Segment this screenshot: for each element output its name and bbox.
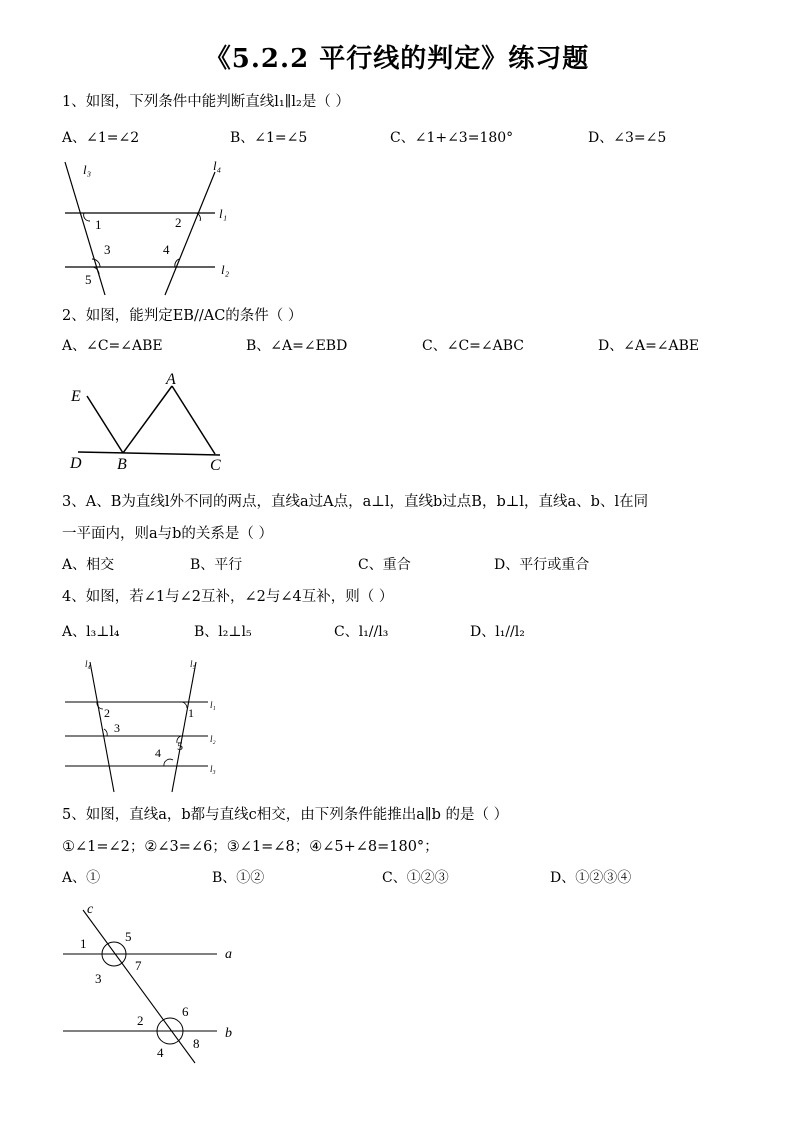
q2-option-a: A、∠C=∠ABE [62, 338, 163, 354]
label-c: c [87, 902, 94, 917]
segment-ba [123, 386, 172, 453]
label-a: a [225, 947, 232, 962]
q1-option-d: D、∠3=∠5 [588, 130, 667, 146]
label-l1: l₁ [219, 206, 228, 221]
q1-option-b: B、∠1=∠5 [230, 130, 308, 146]
angle-2: 2 [104, 706, 110, 720]
line-l4 [165, 172, 215, 295]
label-l3: l₃ [83, 162, 92, 177]
line-l5 [172, 662, 196, 792]
label-l4: l₄ [213, 158, 222, 173]
q1-option-c: C、∠1+∠3=180° [390, 130, 514, 146]
angle-1: 1 [188, 706, 194, 720]
angle-2: 2 [137, 1013, 144, 1028]
q2-option-b: B、∠A=∠EBD [246, 338, 348, 354]
q2-option-d: D、∠A=∠ABE [598, 338, 700, 354]
angle-5: 5 [125, 929, 132, 944]
angle-1: 1 [80, 936, 87, 951]
segment-eb [87, 396, 123, 453]
angle-6: 6 [182, 1004, 189, 1019]
line-dc [78, 452, 220, 455]
angle-3: 3 [114, 721, 120, 735]
q5-option-b: B、①② [212, 870, 265, 886]
page-title: 《5.2.2 平行线的判定》练习题 [204, 44, 590, 74]
q3-option-b: B、平行 [190, 557, 243, 573]
angle-8: 8 [193, 1036, 200, 1051]
point-d: D [70, 455, 82, 472]
q1-option-a: A、∠1=∠2 [62, 130, 140, 146]
q4-option-d: D、l₁//l₂ [470, 624, 525, 640]
q4-option-b: B、l₂⊥l₅ [194, 624, 252, 640]
line-l4 [90, 662, 114, 792]
q5-option-c: C、①②③ [382, 870, 449, 886]
label-l1: l₁ [210, 700, 216, 710]
angle-5: 5 [177, 739, 183, 753]
q1-stem: 1、如图，下列条件中能判断直线l₁∥l₂是（ ） [62, 94, 350, 110]
q2-figure [60, 368, 240, 478]
point-e: E [71, 388, 81, 405]
point-c: C [210, 457, 221, 474]
q4-stem: 4、如图，若∠1与∠2互补，∠2与∠4互补，则（ ） [62, 589, 394, 605]
angle-2: 2 [175, 215, 182, 230]
q3-stem-line1: 3、A、B为直线l外不同的两点，直线a过A点，a⊥l，直线b过点B，b⊥l，直线a、b、l在同 [62, 494, 649, 510]
q3-option-a: A、相交 [62, 557, 115, 573]
q3-option-c: C、重合 [358, 557, 411, 573]
angle-1: 1 [95, 217, 102, 232]
angle-4: 4 [155, 746, 161, 760]
q2-option-c: C、∠C=∠ABC [422, 338, 524, 354]
label-l3: l₃ [210, 764, 216, 774]
q4-option-a: A、l₃⊥l₄ [62, 624, 120, 640]
angle-4: 4 [157, 1045, 164, 1060]
point-a: A [166, 371, 176, 388]
angle-3: 3 [95, 971, 102, 986]
label-l4: l₄ [85, 659, 91, 669]
q5-stem: 5、如图，直线a，b都与直线c相交，由下列条件能推出a∥b 的是（ ） [62, 807, 509, 823]
q4-option-c: C、l₁//l₃ [334, 624, 389, 640]
angle-5: 5 [85, 272, 92, 287]
q2-stem: 2、如图，能判定EB//AC的条件（ ） [62, 308, 303, 324]
point-b: B [117, 456, 127, 473]
q3-stem-line2: 一平面内，则a与b的关系是（ ） [62, 526, 274, 542]
angle-4: 4 [163, 242, 170, 257]
angle-7: 7 [135, 958, 142, 973]
q5-option-a: A、① [62, 870, 101, 886]
q3-option-d: D、平行或重合 [494, 557, 590, 573]
q5-option-d: D、①②③④ [550, 870, 632, 886]
angle-3: 3 [104, 242, 111, 257]
label-l5: l₅ [190, 659, 196, 669]
label-l2: l₂ [210, 734, 216, 744]
label-l2: l₂ [221, 262, 230, 277]
q5-conditions: ①∠1=∠2；②∠3=∠6；③∠1=∠8；④∠5+∠8=180°； [62, 839, 439, 855]
q1-figure [55, 150, 255, 295]
segment-ac [172, 386, 215, 454]
label-b: b [225, 1026, 232, 1041]
q4-figure [60, 652, 230, 792]
q5-figure [55, 895, 255, 1065]
line-c [83, 910, 195, 1063]
